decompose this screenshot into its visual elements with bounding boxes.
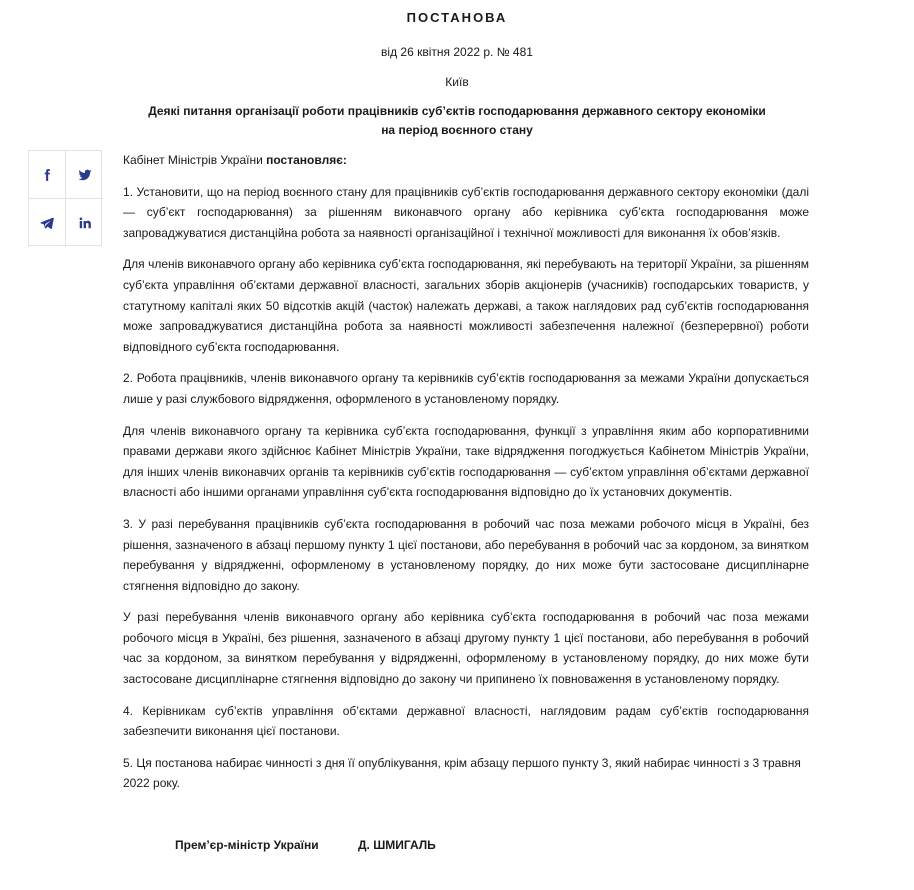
signature-role: Прем’єр-міністр України — [175, 838, 319, 852]
signature-name: Д. ШМИГАЛЬ — [358, 838, 436, 852]
paragraph-3: 2. Робота працівників, членів виконавчого органу та керівників суб’єктів господарювання за межами України допускається лише у разі службового відрядження, оформленого в установленому порядку. — [123, 371, 809, 406]
paragraph-4: Для членів виконавчого органу та керівника суб’єкта господарювання, функції з управління яким або корпоративними правами держави якого здійснює Кабінет Міністрів України, таке відрядження погоджується Кабінетом Міністрів України, для інших членів виконавчих органів та керівників суб’єктів господарювання — суб’єктом управління об’єктами державної власності або іншими органами управління суб’єкта господарювання відповідно до їх установчих документів. — [123, 423, 809, 500]
paragraph-8: 5. Ця постанова набирає чинності з дня її опублікування, крім абзацу першого пункту 3, який набирає чинності з 3 травня 2022 року. — [123, 755, 801, 791]
linkedin-icon — [78, 216, 92, 230]
paragraph-2: Для членів виконавчого органу або керівника суб’єкта господарювання, які перебувають на території України, за рішенням суб’єкта управління об’єктами державної власності, загальних зборів акціонерів (учасників) господарських товариств, у статутному капіталі яких 50 відсотків акцій (часток) належать державі, а також наглядових рад суб’єктів господарювання може запроваджуватися дистанційна робота за наявності можливості забезпечення належної (безперервної) роботи відповідного суб’єкта господарювання. — [123, 257, 809, 354]
document-heading — [140, 102, 774, 140]
share-facebook-button[interactable] — [29, 151, 66, 199]
heading-line-2: на період воєнного стану — [381, 123, 533, 137]
paragraph-7: 4. Керівникам суб’єктів управління об’єктами державної власності, наглядовим радам суб’єктів господарювання забезпечити виконання цієї постанови. — [123, 703, 809, 739]
heading-line-1: Деякі питання організації роботи працівників суб’єктів господарювання державного сектору економіки — [148, 104, 766, 118]
twitter-icon — [78, 168, 92, 182]
intro-paragraph — [123, 150, 809, 171]
share-linkedin-button[interactable] — [66, 199, 103, 247]
paragraph-1: 1. Установити, що на період воєнного стану для працівників суб’єктів господарювання державного сектору економіки (далі — суб’єкт господарювання) за рішенням виконавчого органу або керівника суб’єкта господарювання може запроваджуватися дистанційна робота за наявності організаційної і технічної можливості для виконання їх обов’язків. — [123, 184, 809, 240]
telegram-icon — [40, 216, 54, 230]
paragraph-5: 3. У разі перебування працівників суб’єкта господарювання в робочий час поза межами робочого місця в Україні, без рішення, зазначеного в абзаці першому пункту 1 цієї постанови, або перебування в робочий час за кордоном, за винятком перебування у відрядженні, оформленому в установленому порядку, до них може бути застосоване дисциплінарне стягнення відповідно до закону. — [123, 516, 809, 593]
intro-text: Кабінет Міністрів України — [123, 153, 267, 167]
intro-bold-text: постановляє: — [266, 153, 347, 167]
document-body — [123, 150, 809, 805]
paragraph-6: У разі перебування членів виконавчого органу або керівника суб’єкта господарювання в робочий час поза межами робочого місця в Україні, без рішення, зазначеного в абзаці другому пункту 1 цієї постанови, або перебування в робочий час за кордоном, за винятком перебування у відрядженні, оформленому в установленому порядку, до них може бути застосоване дисциплінарне стягнення відповідно до закону чи припинено їх повноваження в установленому порядку. — [123, 610, 809, 687]
facebook-icon — [40, 168, 54, 182]
document-city: Київ — [445, 75, 469, 89]
share-twitter-button[interactable] — [66, 151, 103, 199]
share-telegram-button[interactable] — [29, 199, 66, 247]
document-date: від 26 квітня 2022 р. № 481 — [381, 45, 533, 59]
share-panel — [28, 150, 102, 246]
document-title: ПОСТАНОВА — [406, 10, 508, 25]
